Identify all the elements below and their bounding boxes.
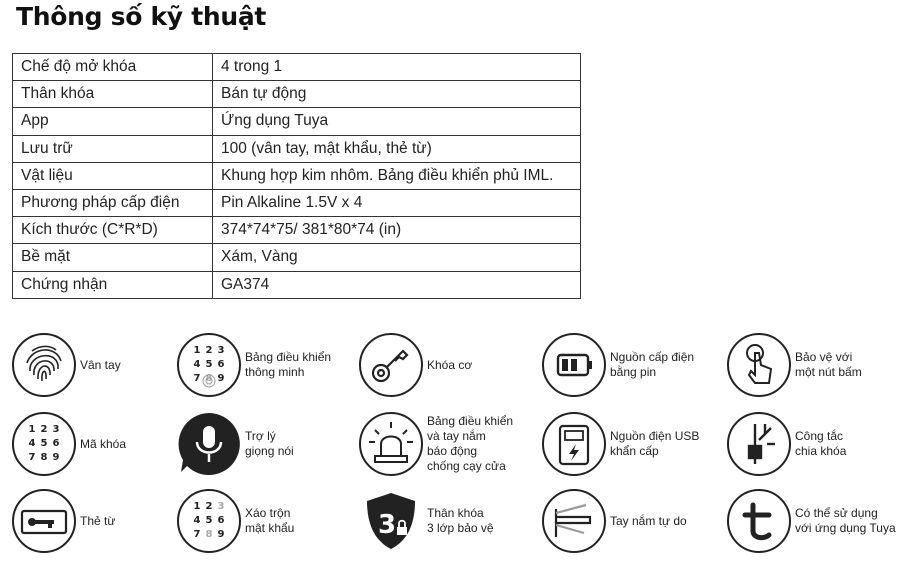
touch-button-icon (725, 331, 793, 399)
feature-item (175, 487, 358, 557)
spec-value: Khung hợp kim nhôm. Bảng điều khiển phủ IML. (213, 162, 581, 189)
key-digit: 3 (217, 501, 225, 512)
key-digit: 5 (205, 515, 213, 526)
feature-item (540, 487, 723, 557)
key-digit: 5 (40, 438, 48, 449)
key-digit: 2 (205, 345, 213, 356)
feature-item (10, 331, 193, 401)
feature-item (725, 487, 908, 557)
feature-label: Mã khóa (80, 436, 127, 451)
feature-label: Vân tay (80, 357, 121, 372)
scramble-keypad-icon (175, 487, 243, 555)
key-digit: 2 (40, 424, 48, 435)
spec-key: Kích thước (C*R*D) (13, 217, 213, 244)
feature-label: Thân khóa 3 lớp bảo vệ (427, 506, 494, 535)
spec-key: Thân khóa (13, 81, 213, 108)
spec-key: Bề mặt (13, 244, 213, 271)
feature-label: Tay nắm tự do (610, 513, 687, 528)
mechanical-key-icon (357, 331, 425, 399)
spec-key: Vật liệu (13, 162, 213, 189)
feature-label: Bảng điều khiển và tay nắm báo động chống cạy cửa (427, 414, 514, 473)
spec-value: 4 trong 1 (213, 54, 581, 81)
key-digit: 7 (28, 452, 36, 463)
feature-label: Bảo vệ với một nút bấm (795, 350, 862, 379)
key-digit: 4 (28, 438, 36, 449)
feature-label: Khóa cơ (427, 357, 473, 372)
spec-value: Pin Alkaline 1.5V x 4 (213, 189, 581, 216)
spec-key: Lưu trữ (13, 135, 213, 162)
key-digit: 6 (52, 438, 60, 449)
spec-table (12, 53, 581, 299)
feature-item (10, 487, 193, 557)
feature-item (540, 410, 723, 480)
key-digit: 4 (193, 359, 201, 370)
feature-item (357, 410, 540, 480)
feature-item (175, 410, 358, 480)
feature-item (725, 331, 908, 401)
microphone-icon (175, 410, 243, 478)
tuya-logo-icon (725, 487, 793, 555)
fingerprint-icon (10, 331, 78, 399)
feature-item (10, 410, 193, 480)
feature-label: Bảng điều khiển thông minh (245, 350, 332, 379)
spec-value: Xám, Vàng (213, 244, 581, 271)
spec-row (13, 108, 581, 135)
password-keypad-icon (10, 410, 78, 478)
feature-label: Có thể sử dụng với ứng dụng Tuya (795, 506, 896, 535)
feature-label: Trợ lý giọng nói (245, 429, 294, 458)
spec-row (13, 135, 581, 162)
key-digit: 9 (217, 373, 225, 384)
feature-item (175, 331, 358, 401)
spec-key: App (13, 108, 213, 135)
key-digit: 4 (193, 515, 201, 526)
spec-value: 374*74*75/ 381*80*74 (in) (213, 217, 581, 244)
free-handle-icon (540, 487, 608, 555)
spec-row (13, 271, 581, 298)
feature-label: Thẻ từ (80, 513, 116, 528)
spec-key: Phương pháp cấp điện (13, 189, 213, 216)
alarm-siren-icon (357, 410, 425, 478)
key-digit: 8 (205, 529, 213, 540)
usb-power-icon (540, 410, 608, 478)
key-digit: 2 (205, 501, 213, 512)
key-digit: 6 (217, 515, 225, 526)
spec-row (13, 217, 581, 244)
key-sharing-switch-icon (725, 410, 793, 478)
feature-item (357, 331, 540, 401)
spec-row (13, 81, 581, 108)
svg-text:3: 3 (377, 510, 397, 540)
card-icon (10, 487, 78, 555)
spec-row (13, 189, 581, 216)
key-digit: 9 (217, 529, 225, 540)
key-digit: 5 (205, 359, 213, 370)
feature-item (357, 487, 540, 557)
feature-label: Xáo trộn mật khẩu (245, 506, 295, 535)
key-digit: 1 (193, 501, 201, 512)
spec-row (13, 162, 581, 189)
key-digit: 9 (52, 452, 60, 463)
spec-key: Chế độ mở khóa (13, 54, 213, 81)
spec-row (13, 54, 581, 81)
key-digit: 3 (52, 424, 60, 435)
spec-row (13, 244, 581, 271)
spec-value: GA374 (213, 271, 581, 298)
key-digit: 8 (40, 452, 48, 463)
key-digit: 1 (28, 424, 36, 435)
shield-3-layer-icon (357, 487, 425, 555)
smart-keypad-icon (175, 331, 243, 399)
page-title: Thông số kỹ thuật (16, 2, 267, 31)
feature-label: Công tắc chia khóa (795, 429, 847, 458)
spec-value: 100 (vân tay, mật khẩu, thẻ từ) (213, 135, 581, 162)
key-digit: 7 (193, 373, 201, 384)
feature-label: Nguồn điện USB khẩn cấp (610, 429, 700, 458)
key-digit: 1 (193, 345, 201, 356)
feature-item (540, 331, 723, 401)
battery-icon (540, 331, 608, 399)
key-digit: 3 (217, 345, 225, 356)
key-digit: 6 (217, 359, 225, 370)
feature-item (725, 410, 908, 480)
key-digit: 7 (193, 529, 201, 540)
feature-label: Nguồn cấp điện bằng pin (610, 350, 695, 379)
spec-key: Chứng nhận (13, 271, 213, 298)
spec-value: Bán tự động (213, 81, 581, 108)
key-digit: 8 (205, 373, 213, 384)
spec-value: Ứng dụng Tuya (213, 108, 581, 135)
